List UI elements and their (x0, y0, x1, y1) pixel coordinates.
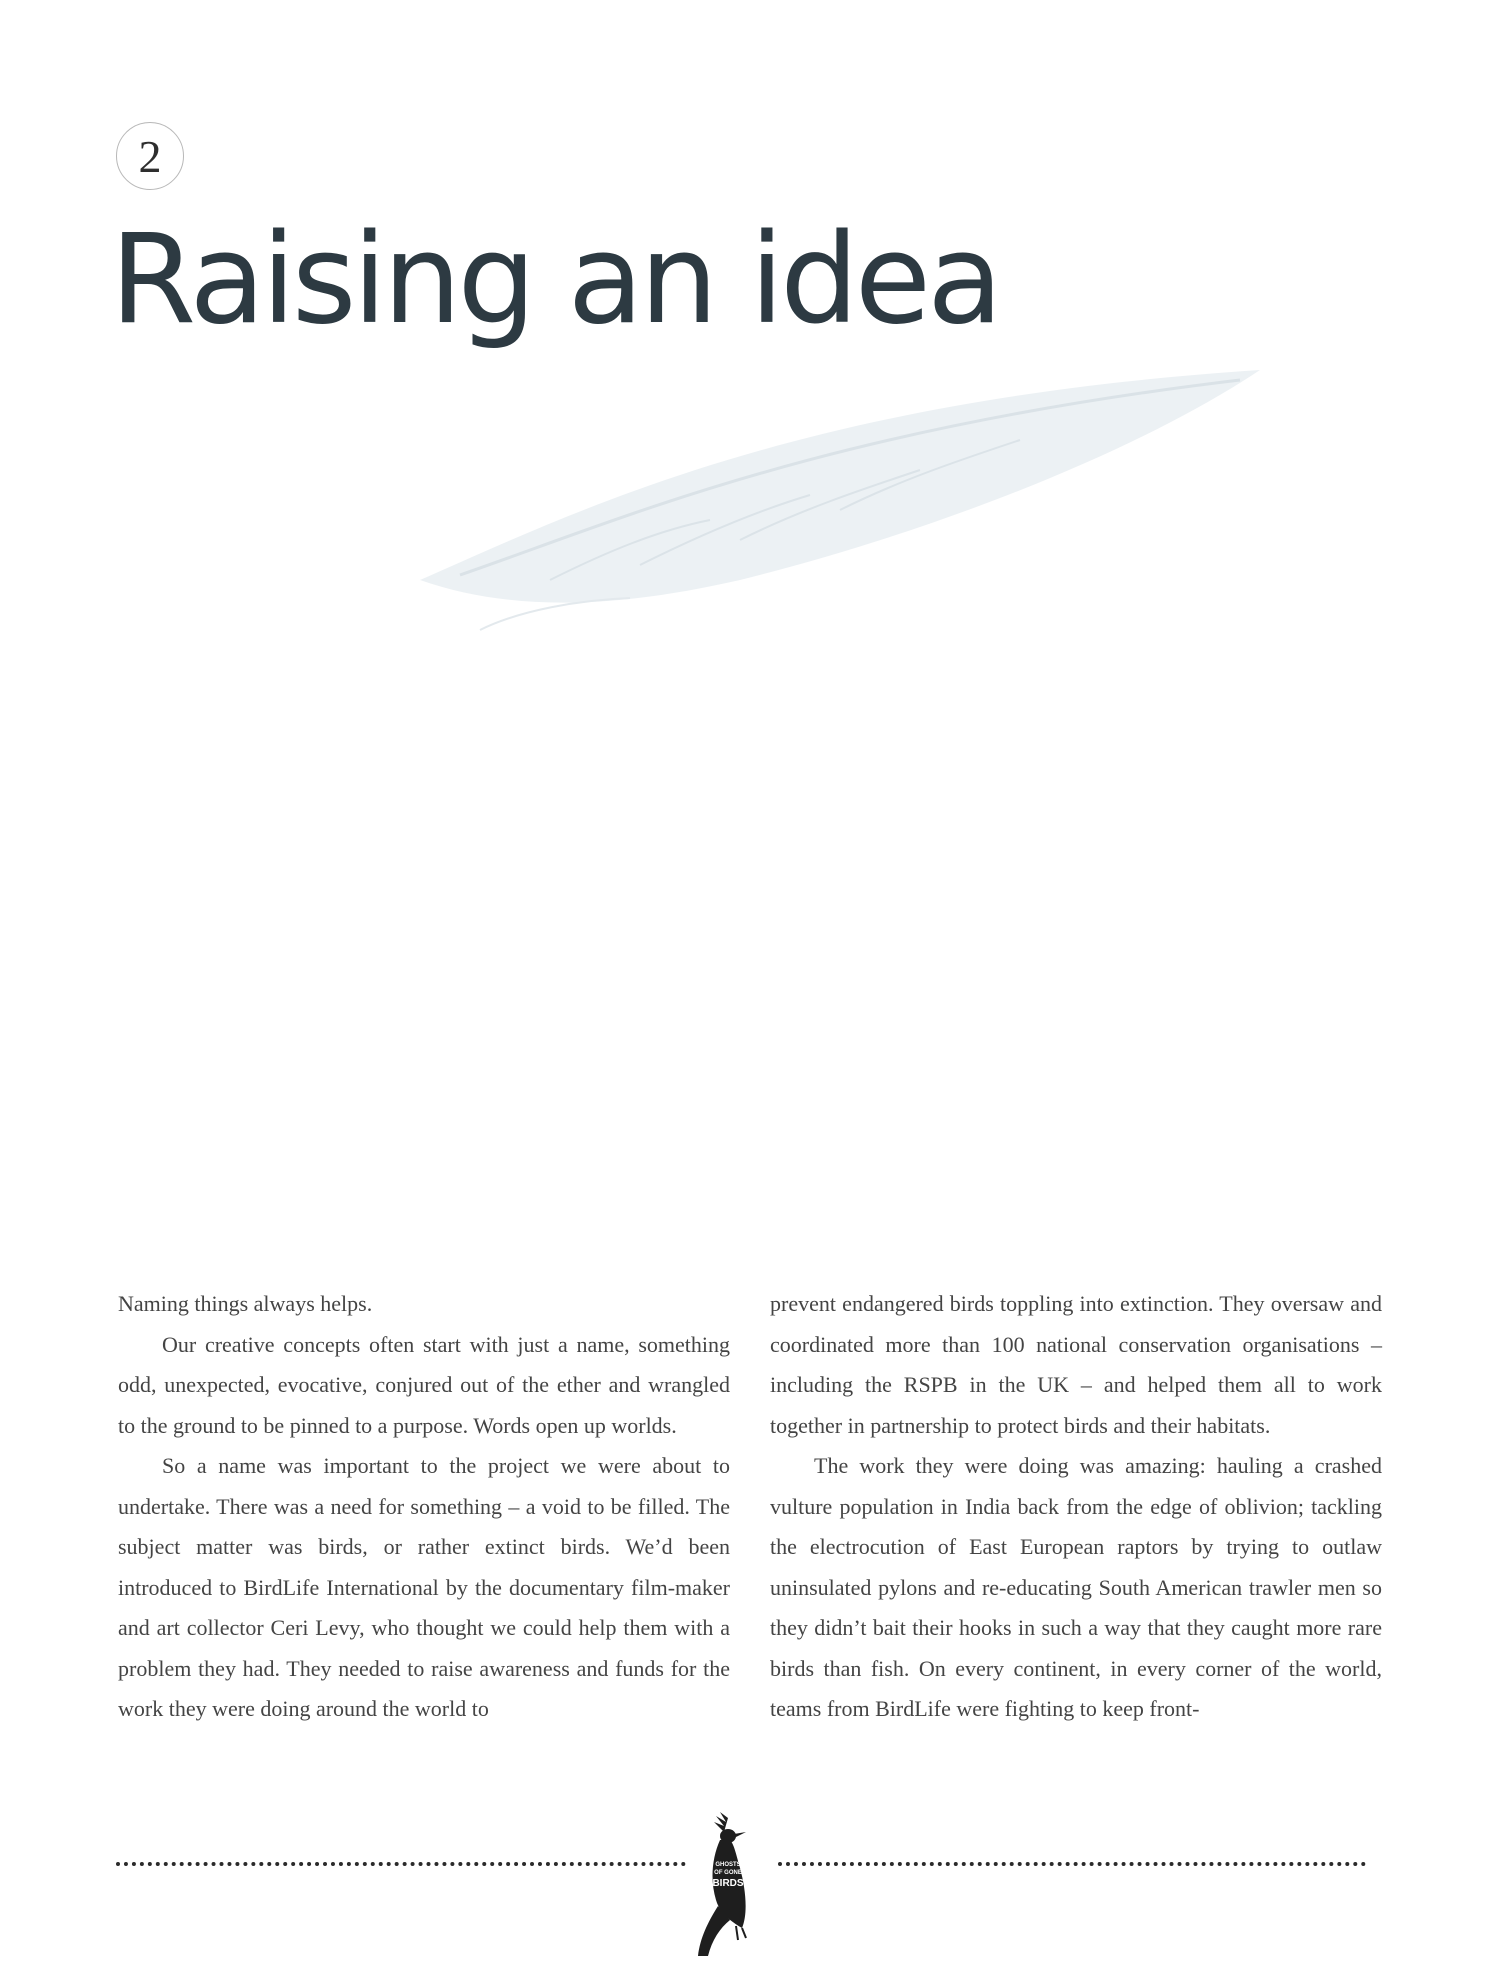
chapter-number-badge (116, 122, 184, 190)
chapter-title: Raising an idea (110, 208, 1000, 352)
bird-logo-icon (690, 1810, 770, 1960)
footer-dotted-rule-right (778, 1862, 1366, 1866)
paragraph: prevent endangered birds toppling into extinction. They oversaw and coordinated more than 100 national conservation organisations – including the RSPB in the UK – and helped them all to work together in partnership to protect birds and their habitats. (770, 1291, 1382, 1438)
feather-illustration (380, 330, 1280, 660)
left-column (118, 1284, 730, 1730)
paragraph: Our creative concepts often start with just a name, something odd, unexpected, evocative, conjured out of the ether and wrangled to the ground to be pinned to a purpose. Words open up worlds. (118, 1331, 730, 1438)
svg-text:BIRDS: BIRDS (712, 1878, 744, 1889)
svg-text:OF GONE: OF GONE (714, 1870, 742, 1876)
chapter-number: 2 (138, 130, 162, 182)
paragraph: The work they were doing was amazing: hauling a crashed vulture population in India back from the edge of oblivion; tackling the electrocution of East European raptors by trying to outlaw uninsulated pylons and re-educating South American trawler men so they didn’t bait their hooks in such a way that they caught more rare birds than fish. On every continent, in every corner of the world, teams from BirdLife were fighting to keep front- (770, 1453, 1382, 1721)
footer-dotted-rule-left (116, 1862, 686, 1866)
right-column (770, 1284, 1382, 1730)
paragraph: So a name was important to the project we were about to undertake. There was a need for something – a void to be filled. The subject matter was birds, or rather extinct birds. We’d been introduced to BirdLife International by the documentary film-maker and art collector Ceri Levy, who thought we could help them with a problem they had. They needed to raise awareness and funds for the work they were doing around the world to (118, 1453, 730, 1721)
paragraph: Naming things always helps. (118, 1291, 373, 1316)
svg-text:GHOSTS: GHOSTS (715, 1862, 741, 1868)
